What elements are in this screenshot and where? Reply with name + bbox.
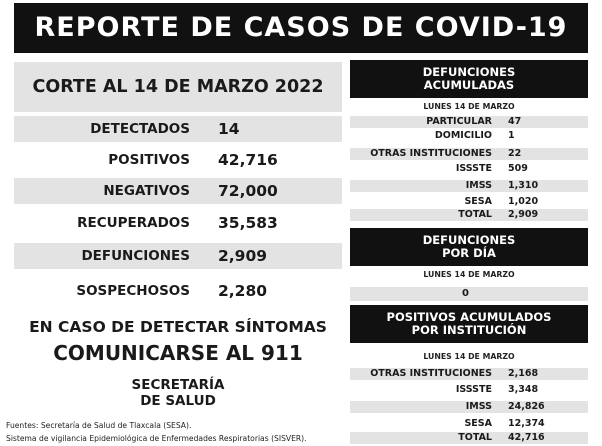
deaths-per-day-value: 0 xyxy=(462,288,469,299)
deaths-accumulated-date: LUNES 14 DE MARZO xyxy=(423,102,515,111)
header-line2: POR INSTITUCIÓN xyxy=(411,323,527,337)
row-label: OTRAS INSTITUCIONES xyxy=(370,368,492,379)
row-value: 47 xyxy=(508,116,522,127)
agency-line2: DE SALUD xyxy=(140,393,216,409)
stat-label: DETECTADOS xyxy=(90,121,190,137)
deaths-accumulated-header xyxy=(350,60,588,98)
table-row xyxy=(350,148,588,160)
header-line1: DEFUNCIONES xyxy=(422,233,516,247)
stat-value: 2,909 xyxy=(218,247,268,265)
row-label: PARTICULAR xyxy=(426,116,492,127)
report-title: REPORTE DE CASOS DE COVID-19 xyxy=(14,3,588,53)
row-value: 2,168 xyxy=(508,368,539,379)
table-row xyxy=(350,180,588,192)
stat-value: 35,583 xyxy=(218,214,278,232)
stat-row-recuperados xyxy=(14,210,342,236)
stat-row-positivos xyxy=(14,147,342,173)
header-line2: ACUMULADAS xyxy=(423,78,515,92)
header-line1: POSITIVOS ACUMULADOS xyxy=(386,310,552,324)
row-value: 24,826 xyxy=(508,401,545,412)
row-value: 1,020 xyxy=(508,196,539,207)
source-line1: Fuentes: Secretaría de Salud de Tlaxcala (SESA). xyxy=(6,421,192,430)
stat-row-detectados xyxy=(14,116,342,142)
deaths-per-day-header xyxy=(350,228,588,266)
header-line2: POR DÍA xyxy=(442,246,496,260)
row-label: TOTAL xyxy=(458,209,492,220)
row-label: SESA xyxy=(464,418,492,429)
stat-label: POSITIVOS xyxy=(108,152,190,168)
row-value: 1,310 xyxy=(508,180,539,191)
table-row xyxy=(350,196,588,208)
stat-label: DEFUNCIONES xyxy=(81,248,190,264)
row-label: SESA xyxy=(464,196,492,207)
row-value: 3,348 xyxy=(508,384,539,395)
row-label: OTRAS INSTITUCIONES xyxy=(370,148,492,159)
stat-label: NEGATIVOS xyxy=(103,183,190,199)
agency-line1: SECRETARÍA xyxy=(131,377,225,393)
table-row xyxy=(350,368,588,380)
row-label: TOTAL xyxy=(458,432,492,443)
table-row xyxy=(350,401,588,413)
row-value: 1 xyxy=(508,130,515,141)
positives-by-institution-date: LUNES 14 DE MARZO xyxy=(423,352,515,361)
table-row-total xyxy=(350,209,588,221)
table-row xyxy=(350,116,588,128)
positives-by-institution-header xyxy=(350,305,588,343)
agency-name xyxy=(14,377,342,409)
stat-value: 14 xyxy=(218,120,240,138)
stat-row-sospechosos xyxy=(14,278,342,304)
stat-row-negativos xyxy=(14,178,342,204)
cutoff-date-header: CORTE AL 14 DE MARZO 2022 xyxy=(14,62,342,112)
stat-value: 72,000 xyxy=(218,182,278,200)
row-value: 42,716 xyxy=(508,432,545,443)
table-row xyxy=(350,418,588,430)
row-value: 12,374 xyxy=(508,418,545,429)
deaths-per-day-value-row xyxy=(350,287,588,301)
stat-label: RECUPERADOS xyxy=(77,215,190,231)
cta-call-911: COMUNICARSE AL 911 xyxy=(53,341,303,365)
row-label: ISSSTE xyxy=(455,384,492,395)
stat-value: 42,716 xyxy=(218,151,278,169)
row-label: ISSSTE xyxy=(455,163,492,174)
row-label: IMSS xyxy=(465,180,492,191)
table-row-total xyxy=(350,432,588,444)
table-row xyxy=(350,384,588,396)
stat-value: 2,280 xyxy=(218,282,268,300)
deaths-per-day-date: LUNES 14 DE MARZO xyxy=(423,270,515,279)
stat-row-defunciones xyxy=(14,243,342,269)
row-value: 2,909 xyxy=(508,209,539,220)
row-value: 22 xyxy=(508,148,522,159)
source-line2: Sistema de vigilancia Epidemiológica de Enfermedades Respiratorias (SISVER). xyxy=(6,434,307,443)
stat-label: SOSPECHOSOS xyxy=(76,283,190,299)
header-line1: DEFUNCIONES xyxy=(422,65,516,79)
row-label: DOMICILIO xyxy=(434,130,492,141)
cta-symptoms: EN CASO DE DETECTAR SÍNTOMAS xyxy=(29,318,327,336)
table-row xyxy=(350,130,588,142)
row-value: 509 xyxy=(508,163,528,174)
row-label: IMSS xyxy=(465,401,492,412)
table-row xyxy=(350,163,588,175)
